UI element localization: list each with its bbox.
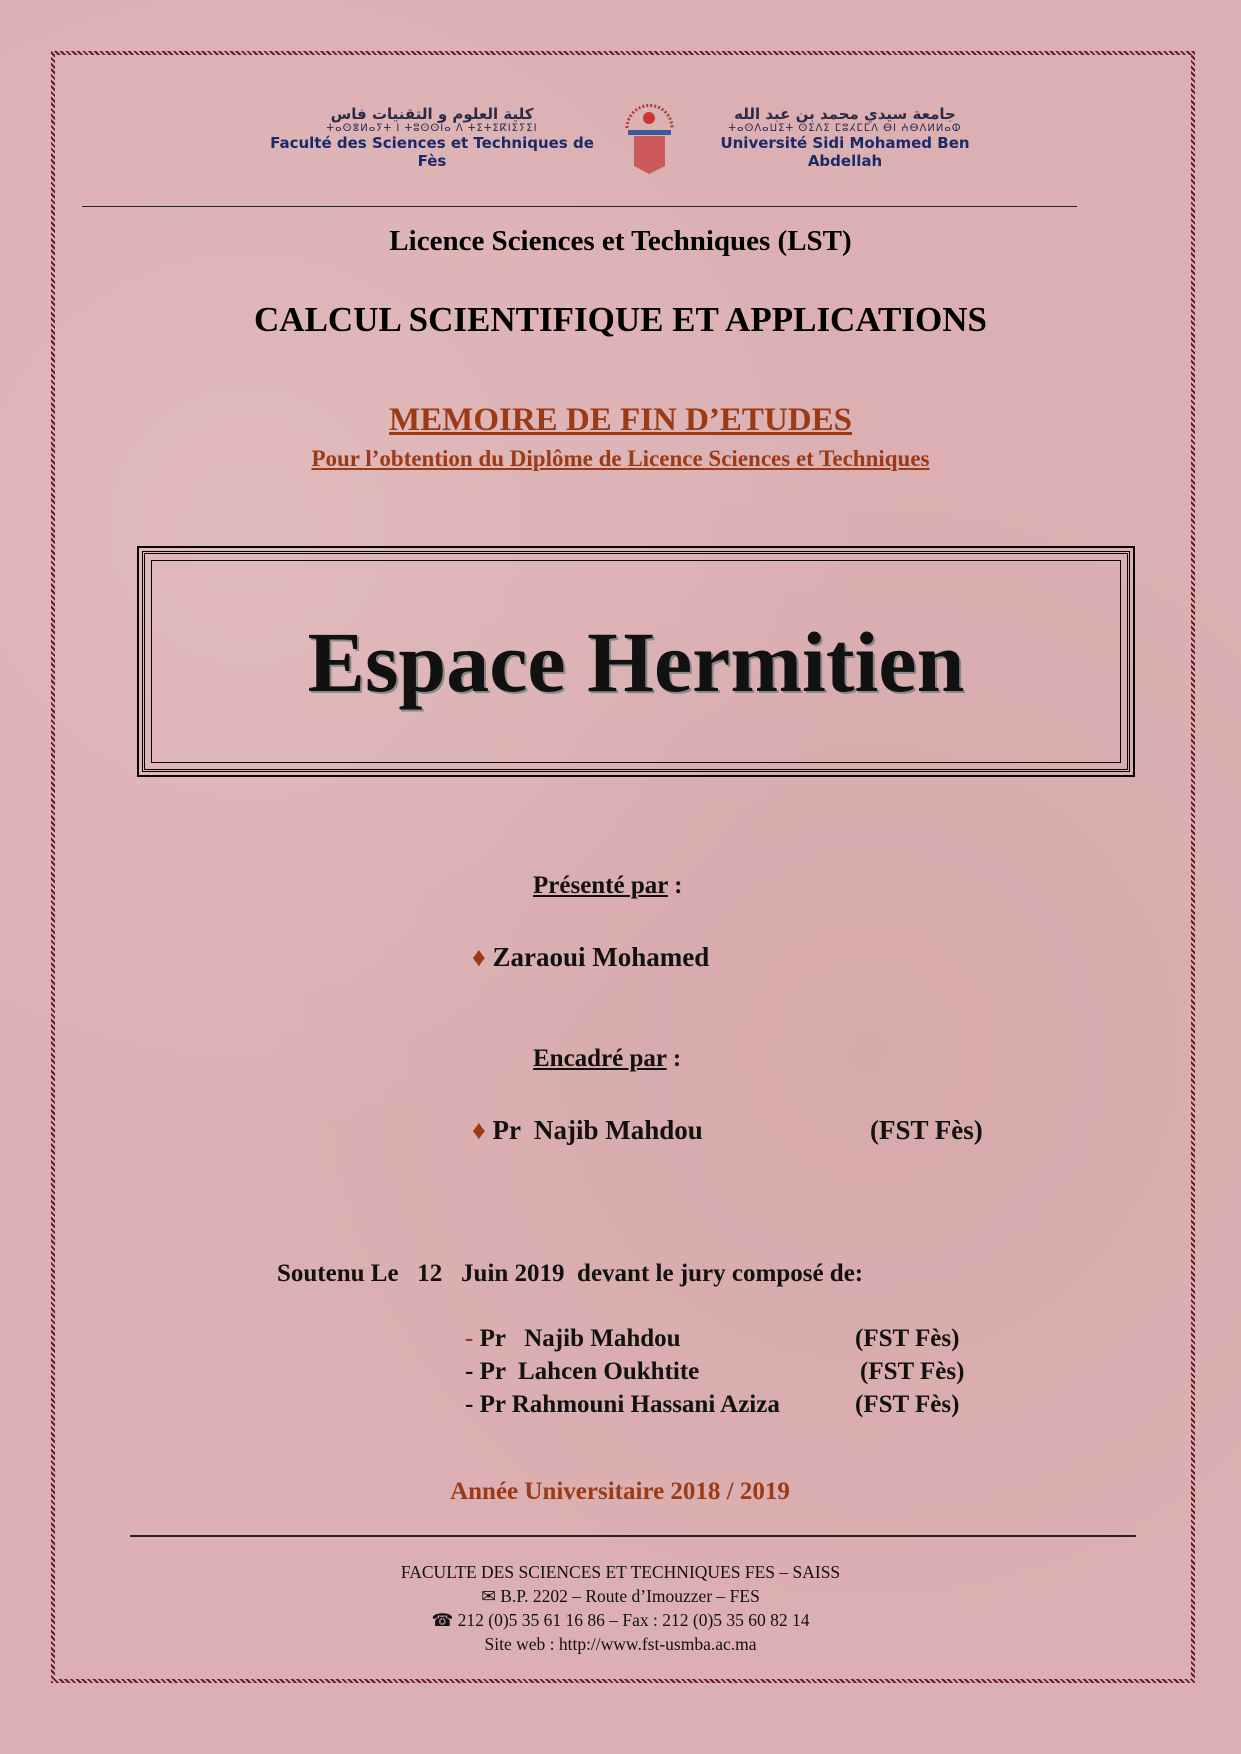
jury-member: - Pr Najib Mahdou [465,1325,681,1352]
student-name: Zaraoui Mohamed [492,942,710,972]
phone-icon: ☎ [431,1610,454,1630]
header-divider [82,206,1077,207]
faculty-tifinagh: ⵜⴰⵙⴻⵍⴰⵢⵜ ⵏ ⵜⵓⵙⵙⵏⴰ ⴷ ⵜⵉⵜⵉⴽⵏⵉⵢⵉⵏ [326,123,538,134]
university-logo-text [700,105,990,170]
diamond-bullet-icon: ♦ [472,942,486,972]
jury-institution: (FST Fès) [860,1358,965,1385]
mail-icon: ✉ [481,1586,496,1606]
university-tifinagh: ⵜⴰⵙⴷⴰⵡⵉⵜ ⵙⵉⴷⵉ ⵎⵓⵃⵎⵎⴷ ⴱⵏ ⵄⴱⴷⵍⵍⴰⵀ [728,123,962,134]
supervisor-institution: (FST Fès) [870,1115,983,1145]
university-french: Université Sidi Mohamed Ben Abdellah [720,134,970,170]
university-arabic: جامعة سيدي محمد بن عبد الله [734,105,956,123]
academic-year: Année Universitaire 2018 / 2019 [450,1478,790,1505]
supervised-by-label: Encadré par : [533,1045,682,1072]
footer-institution: FACULTE DES SCIENCES ET TECHNIQUES FES – SAISS [400,1562,841,1582]
footer-website: Site web : http://www.fst-usmba.ac.ma [484,1634,757,1654]
jury-member: - Pr Lahcen Oukhtite [465,1358,700,1385]
faculty-arabic: كلية العلوم و التقنيات فاس [330,105,534,123]
footer-address: ✉ B.P. 2202 – Route d’Imouzzer – FES [481,1586,760,1606]
program-name: Licence Sciences et Techniques (LST) [389,225,852,257]
page-border [51,51,1195,1683]
supervisor-name: Pr Najib Mahdou [492,1115,703,1145]
footer-phone: ☎ 212 (0)5 35 61 16 86 – Fax : 212 (0)5 35 60 82 14 [431,1610,810,1630]
thesis-title: Espace Hermitien [307,613,965,710]
track-name: CALCUL SCIENTIFIQUE ET APPLICATIONS [254,300,987,339]
title-box [142,551,1130,772]
supervisor-line [472,1115,703,1146]
university-emblem-icon [622,88,677,180]
jury-institution: (FST Fès) [855,1391,960,1418]
jury-institution: (FST Fès) [855,1325,960,1352]
faculty-logo-text [262,105,602,170]
student-line [472,942,709,973]
diamond-bullet-icon: ♦ [472,1115,486,1145]
defense-statement: Soutenu Le 12 Juin 2019 devant le jury composé de: [277,1260,864,1287]
footer-divider [130,1535,1136,1537]
jury-member: - Pr Rahmouni Hassani Aziza [465,1391,780,1418]
diploma-purpose: Pour l’obtention du Diplôme de Licence Sciences et Techniques [311,446,930,471]
presented-by-label: Présenté par : [533,872,683,899]
memoire-heading: MEMOIRE DE FIN D’ETUDES [389,402,852,438]
faculty-french: Faculté des Sciences et Techniques de Fès [270,134,594,170]
